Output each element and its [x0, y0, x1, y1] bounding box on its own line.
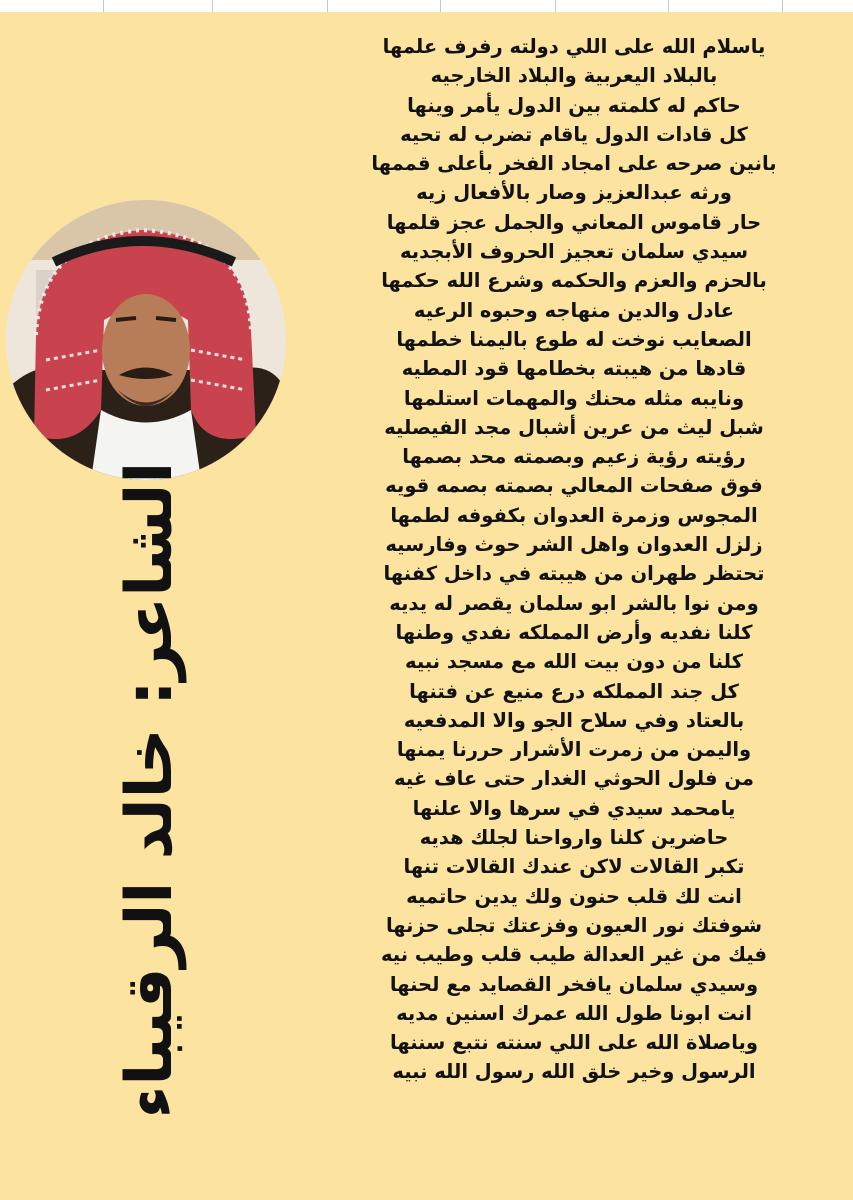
verse-line: المجوس وزمرة العدوان بكفوفه لطمها [390, 503, 758, 527]
verse-line: من فلول الحوثي الغدار حتى عاف غيه [394, 767, 754, 791]
verse-line: تحتظر طهران من هيبته في داخل كفنها [383, 562, 765, 586]
verse-line: ياسلام الله على اللي دولته رفرف علمها [382, 35, 766, 58]
verse-line: انت لك قلب حنون ولك يدين حاتميه [406, 884, 742, 908]
verse-line: رؤيته رؤية زعيم وبصمته محد بصمها [402, 445, 746, 469]
verse-line: انت ابونا طول الله عمرك اسنين مديه [396, 1001, 752, 1025]
verse-line: حار قاموس المعاني والجمل عجز قلمها [386, 210, 762, 234]
verse-line: بانين صرحه على امجاد الفخر بأعلى قممها [371, 152, 777, 176]
verse-line: فيك من غير العدالة طيب قلب وطيب نيه [380, 943, 768, 967]
verse-line: بالعتاد وفي سلاح الجو والا المدفعيه [403, 708, 745, 732]
verse-line: ونايبه مثله محنك والمهمات استلمها [403, 386, 745, 410]
verse-line: كلنا من دون بيت الله مع مسجد نبيه [405, 650, 743, 674]
verse-line: يامحمد سيدي في سرها والا علنها [412, 796, 736, 820]
verse-line: ومن نوا بالشر ابو سلمان يقصر له يديه [389, 591, 759, 615]
poem-text [298, 32, 850, 1087]
verse-line: بالبلاد اليعربية والبلاد الخارجيه [430, 64, 718, 88]
verse-line: شبل ليث من عرين أشبال مجد الفيصليه [384, 415, 764, 439]
verse-line: كل قادات الدول ياقام تضرب له تحيه [400, 122, 748, 146]
verse-line: سيدي سلمان تعجيز الحروف الأبجديه [399, 240, 749, 264]
verse-line: الرسول وخير خلق الله رسول الله نبيه [392, 1060, 756, 1084]
verse-line: ورثه عبدالعزيز وصار بالأفعال زيه [416, 181, 732, 205]
verse-line: قادها من هيبته بخطامها قود المطيه [401, 357, 747, 381]
poet-credit-vertical [80, 461, 220, 1119]
verse-line: وياصلاة الله على اللي سنته نتبع سننها [390, 1031, 758, 1055]
verse-line: كلنا نفديه وأرض المملكه نفدي وطنها [395, 620, 753, 644]
poet-portrait [6, 200, 286, 480]
verse-line: فوق صفحات المعالي بصمته بصمه قويه [385, 474, 763, 498]
verse-line: حاضرين كلنا وارواحنا لجلك هديه [419, 826, 729, 850]
verse-line: الصعايب نوخت له طوع باليمنا خطمها [396, 327, 752, 351]
verse-line: شوفتك نور العيون وفزعتك تجلى حزنها [385, 913, 763, 937]
verse-line: عادل والدين منهاجه وحبوه الرعيه [413, 298, 735, 322]
verse-line: كل جند المملكه درع منيع عن فتنها [409, 679, 739, 703]
verse-line: بالحزم والعزم والحكمه وشرع الله حكمها [381, 269, 767, 293]
verse-line: حاكم له كلمته بين الدول يأمر وينها [407, 93, 741, 117]
verse-line: وسيدي سلمان يافخر القصايد مع لحنها [389, 972, 759, 996]
verse-line: زلزل العدوان واهل الشر حوث وفارسيه [385, 533, 763, 557]
poet-credit: الشاعر: خالد الرقيباء [113, 461, 187, 1119]
verse-line: واليمن من زمرت الأشرار حررنا يمنها [396, 738, 752, 762]
verse-line: تكبر القالات لاكن عندك القالات تنها [403, 855, 745, 879]
